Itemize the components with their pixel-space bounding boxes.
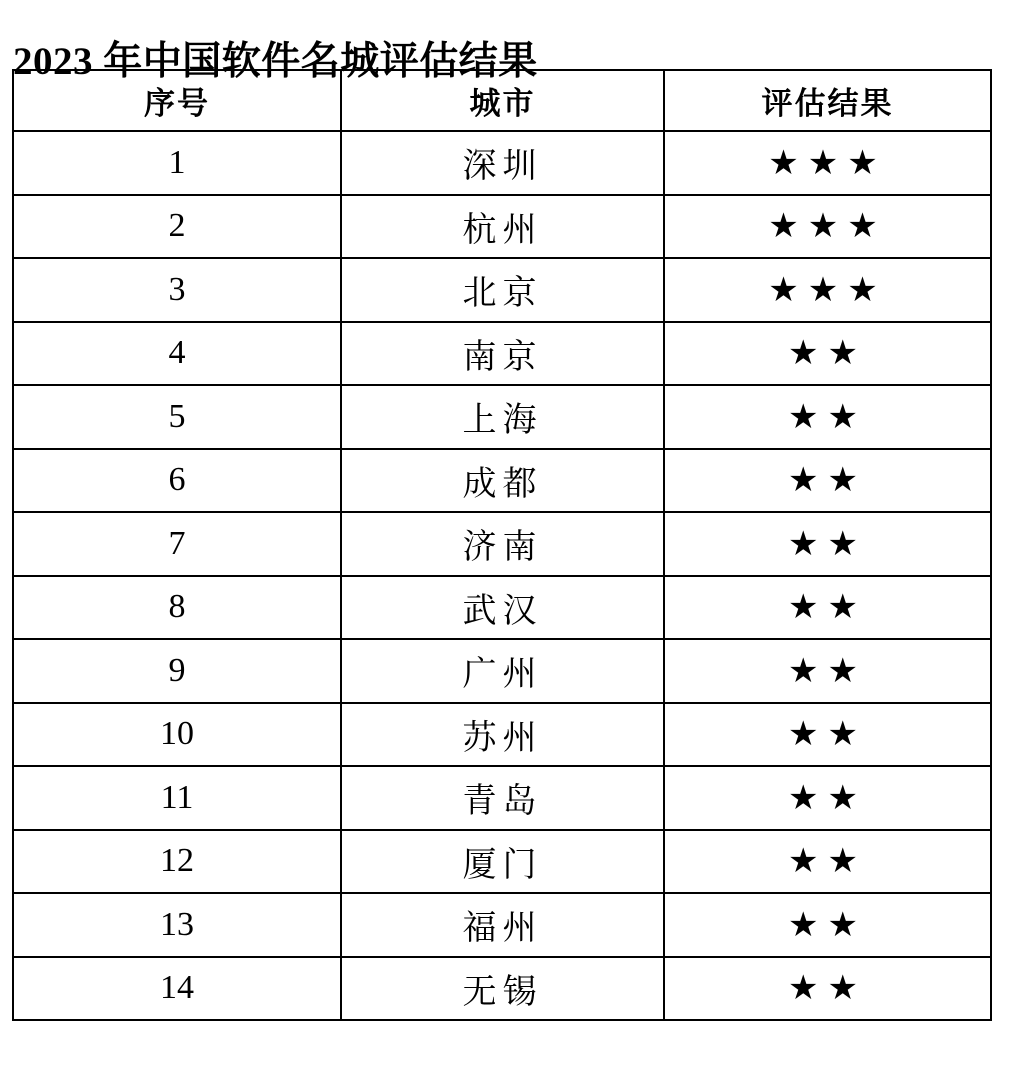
city-cell: 杭州 (341, 195, 664, 259)
evaluation-results-table (12, 69, 992, 1021)
table-row (13, 576, 991, 640)
star-rating-cell: ★★ (664, 893, 991, 957)
row-index-cell: 2 (13, 195, 341, 259)
row-index-cell: 4 (13, 322, 341, 386)
star-rating-cell: ★★★ (664, 258, 991, 322)
city-cell: 济南 (341, 512, 664, 576)
row-index-cell: 6 (13, 449, 341, 513)
table-row (13, 893, 991, 957)
city-cell: 南京 (341, 322, 664, 386)
star-rating-cell: ★★ (664, 385, 991, 449)
row-index-cell: 1 (13, 131, 341, 195)
row-index-cell: 14 (13, 957, 341, 1021)
row-index-cell: 3 (13, 258, 341, 322)
city-cell: 福州 (341, 893, 664, 957)
star-rating-cell: ★★★ (664, 131, 991, 195)
city-cell: 无锡 (341, 957, 664, 1021)
table-row (13, 449, 991, 513)
city-cell: 深圳 (341, 131, 664, 195)
table-row (13, 512, 991, 576)
table-row (13, 385, 991, 449)
table-row (13, 766, 991, 830)
star-rating-cell: ★★★ (664, 195, 991, 259)
star-rating-cell: ★★ (664, 703, 991, 767)
header-cell-index: 序号 (13, 70, 341, 131)
city-cell: 北京 (341, 258, 664, 322)
table-row (13, 703, 991, 767)
star-rating-cell: ★★ (664, 512, 991, 576)
city-cell: 苏州 (341, 703, 664, 767)
city-cell: 厦门 (341, 830, 664, 894)
row-index-cell: 12 (13, 830, 341, 894)
table-body (13, 131, 991, 1020)
table-row (13, 957, 991, 1021)
table-row (13, 195, 991, 259)
header-row (13, 70, 991, 131)
table-row (13, 322, 991, 386)
star-rating-cell: ★★ (664, 830, 991, 894)
star-rating-cell: ★★ (664, 639, 991, 703)
table-row (13, 131, 991, 195)
city-cell: 青岛 (341, 766, 664, 830)
row-index-cell: 13 (13, 893, 341, 957)
city-cell: 武汉 (341, 576, 664, 640)
table-row (13, 258, 991, 322)
row-index-cell: 8 (13, 576, 341, 640)
row-index-cell: 10 (13, 703, 341, 767)
header-cell-city: 城市 (341, 70, 664, 131)
row-index-cell: 7 (13, 512, 341, 576)
page-title: 2023 年中国软件名城评估结果 (13, 40, 538, 84)
city-cell: 成都 (341, 449, 664, 513)
row-index-cell: 9 (13, 639, 341, 703)
table-row (13, 830, 991, 894)
row-index-cell: 5 (13, 385, 341, 449)
star-rating-cell: ★★ (664, 322, 991, 386)
table-row (13, 639, 991, 703)
star-rating-cell: ★★ (664, 449, 991, 513)
star-rating-cell: ★★ (664, 576, 991, 640)
header-cell-result: 评估结果 (664, 70, 991, 131)
star-rating-cell: ★★ (664, 957, 991, 1021)
city-cell: 上海 (341, 385, 664, 449)
city-cell: 广州 (341, 639, 664, 703)
row-index-cell: 11 (13, 766, 341, 830)
star-rating-cell: ★★ (664, 766, 991, 830)
